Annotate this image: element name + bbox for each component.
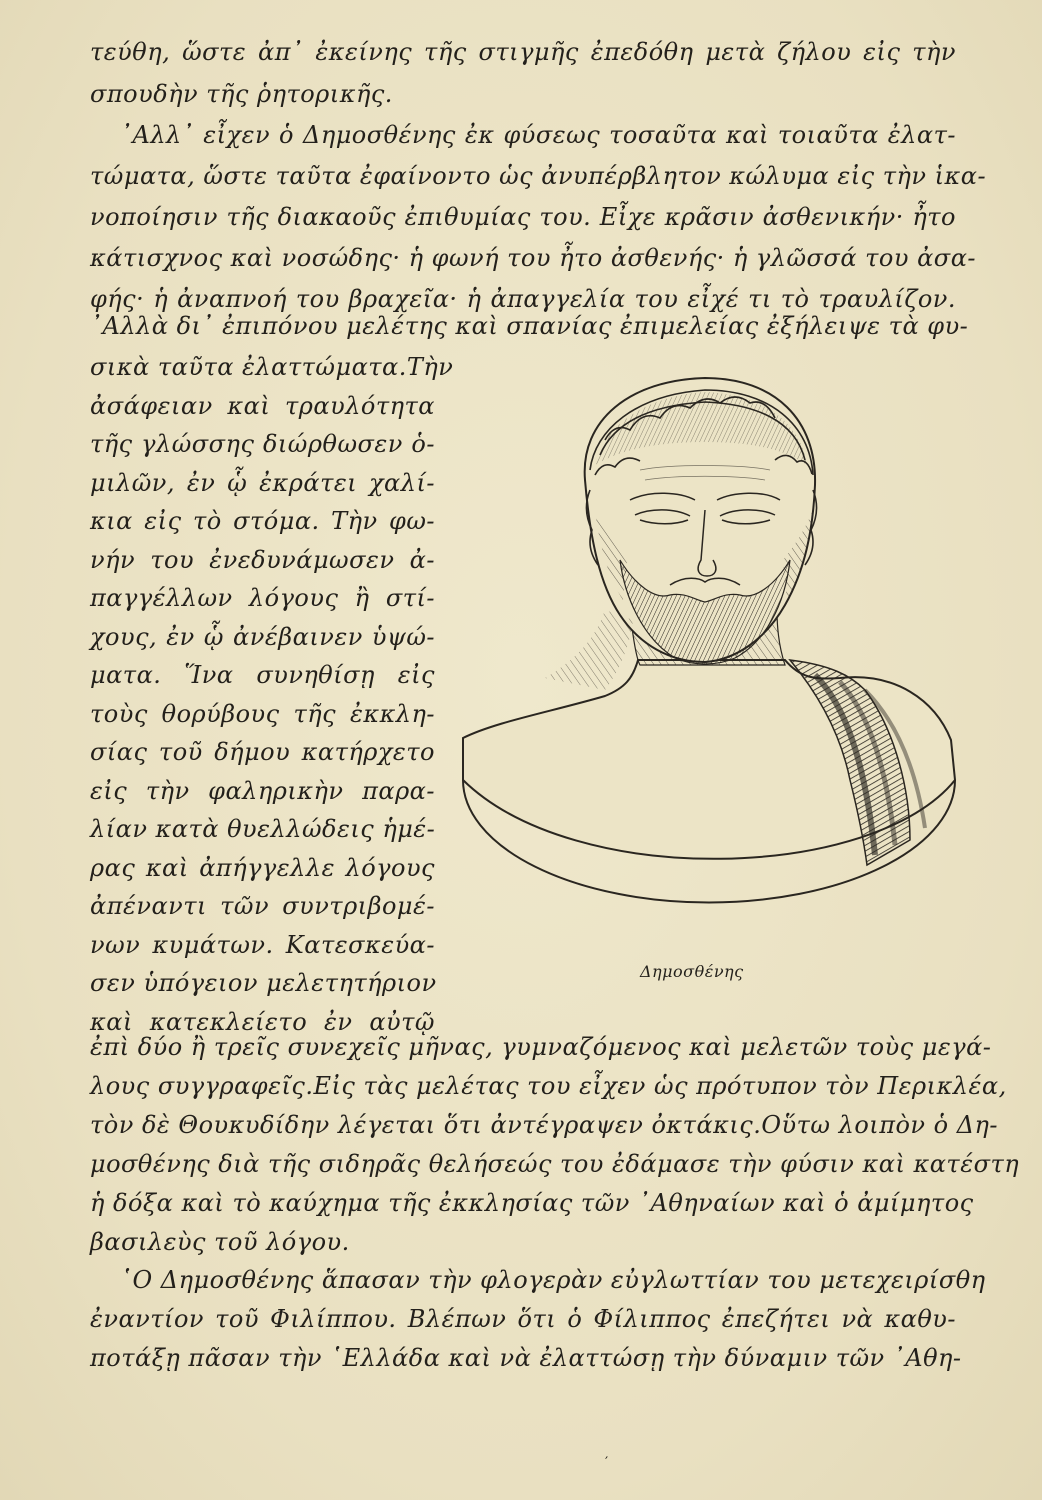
- text-line: φής· ἡ ἀναπνοή του βραχεῖα· ἡ ἀπαγγελία του εἶχέ τι τὸ τραυλίζον.: [90, 285, 956, 313]
- column-line: μιλῶν, ἐν ᾧ ἐκράτει χαλί-: [90, 469, 435, 497]
- text-line: σπουδὴν τῆς ῥητορικῆς.: [90, 80, 393, 108]
- text-line: τεύθη, ὥστε ἀπ᾽ ἐκείνης τῆς στιγμῆς ἐπεδόθη μετὰ ζήλου εἰς τὴν: [90, 38, 956, 66]
- column-line: λίαν κατὰ θυελλώδεις ἡμέ-: [90, 815, 436, 843]
- column-line: τοὺς θορύβους τῆς ἐκκλη-: [90, 700, 435, 728]
- text-line: ᾽Αλλὰ δι᾽ ἐπιπόνου μελέτης καὶ σπανίας ἐπιμελείας ἐξήλειψε τὰ φυ-: [90, 312, 969, 340]
- column-line: παγγέλλων λόγους ἢ στί-: [90, 584, 435, 612]
- text-line: ποτάξῃ πᾶσαν τὴν ῾Ελλάδα καὶ νὰ ἐλαττώσῃ τὴν δύναμιν τῶν ᾽Αθη-: [90, 1344, 962, 1372]
- column-line: κια εἰς τὸ στόμα. Τὴν φω-: [90, 507, 435, 535]
- text-line: τὸν δὲ Θουκυδίδην λέγεται ὅτι ἀντέγραψεν ὀκτάκις.Οὕτω λοιπὸν ὁ Δη-: [90, 1111, 999, 1139]
- text-line: ῾Ο Δημοσθένης ἅπασαν τὴν φλογερὰν εὐγλωττίαν του μετεχειρίσθη: [120, 1266, 986, 1294]
- column-line: νήν του ἐνεδυνάμωσεν ἀ-: [90, 546, 435, 574]
- column-line: ἀσάφειαν καὶ τραυλότητα: [90, 392, 435, 420]
- text-line: λους συγγραφεῖς.Εἰς τὰς μελέτας του εἶχεν ὡς πρότυπον τὸν Περικλέα,: [90, 1072, 1007, 1100]
- column-line: καὶ κατεκλείετο ἐν αὐτῷ: [90, 1008, 435, 1036]
- column-line: σεν ὑπόγειον μελετητήριον: [90, 969, 437, 997]
- text-line: ἐπὶ δύο ἢ τρεῖς συνεχεῖς μῆνας, γυμναζόμενος καὶ μελετῶν τοὺς μεγά-: [90, 1033, 992, 1061]
- demosthenes-portrait: [455, 360, 960, 905]
- column-line: σικὰ ταῦτα ἐλαττώματα.Τὴν: [90, 353, 454, 381]
- column-line: τῆς γλώσσης διώρθωσεν ὁ-: [90, 430, 435, 458]
- column-line: ἀπέναντι τῶν συντριβομέ-: [90, 892, 435, 920]
- text-line: κάτισχνος καὶ νοσώδης· ἡ φωνή του ἦτο ἀσθενής· ἡ γλῶσσά του ἀσα-: [90, 244, 977, 272]
- text-line: τώματα, ὥστε ταῦτα ἐφαίνοντο ὡς ἀνυπέρβλητον κώλυμα εἰς τὴν ἱκα-: [90, 162, 987, 190]
- text-line: νοποίησιν τῆς διακαοῦς ἐπιθυμίας του. Εἶχε κρᾶσιν ἀσθενικήν· ἦτο: [90, 203, 956, 231]
- column-line: ματα. Ἵνα συνηθίσῃ εἰς: [90, 661, 435, 689]
- text-line: ἡ δόξα καὶ τὸ καύχημα τῆς ἐκκλησίας τῶν ᾽Αθηναίων καὶ ὁ ἀμίμητος: [90, 1189, 974, 1217]
- column-line: σίας τοῦ δήμου κατήρχετο: [90, 738, 435, 766]
- text-line: μοσθένης διὰ τῆς σιδηρᾶς θελήσεώς του ἐδάμασε τὴν φύσιν καὶ κατέστη: [90, 1150, 1020, 1178]
- stray-mark: ′: [605, 1455, 609, 1471]
- figure-caption: Δημοσθένης: [640, 962, 744, 981]
- column-line: ρας καὶ ἀπήγγελλε λόγους: [90, 854, 435, 882]
- column-line: νων κυμάτων. Κατεσκεύα-: [90, 931, 435, 959]
- text-line: βασιλεὺς τοῦ λόγου.: [90, 1228, 350, 1256]
- text-line: ἐναντίον τοῦ Φιλίππου. Βλέπων ὅτι ὁ Φίλιππος ἐπεζήτει νὰ καθυ-: [90, 1305, 956, 1333]
- column-line: χους, ἐν ᾧ ἀνέβαινεν ὑψώ-: [90, 623, 435, 651]
- text-line: ᾽Αλλ᾽ εἶχεν ὁ Δημοσθένης ἐκ φύσεως τοσαῦτα καὶ τοιαῦτα ἐλατ-: [120, 121, 956, 149]
- column-line: εἰς τὴν φαληρικὴν παρα-: [90, 777, 435, 805]
